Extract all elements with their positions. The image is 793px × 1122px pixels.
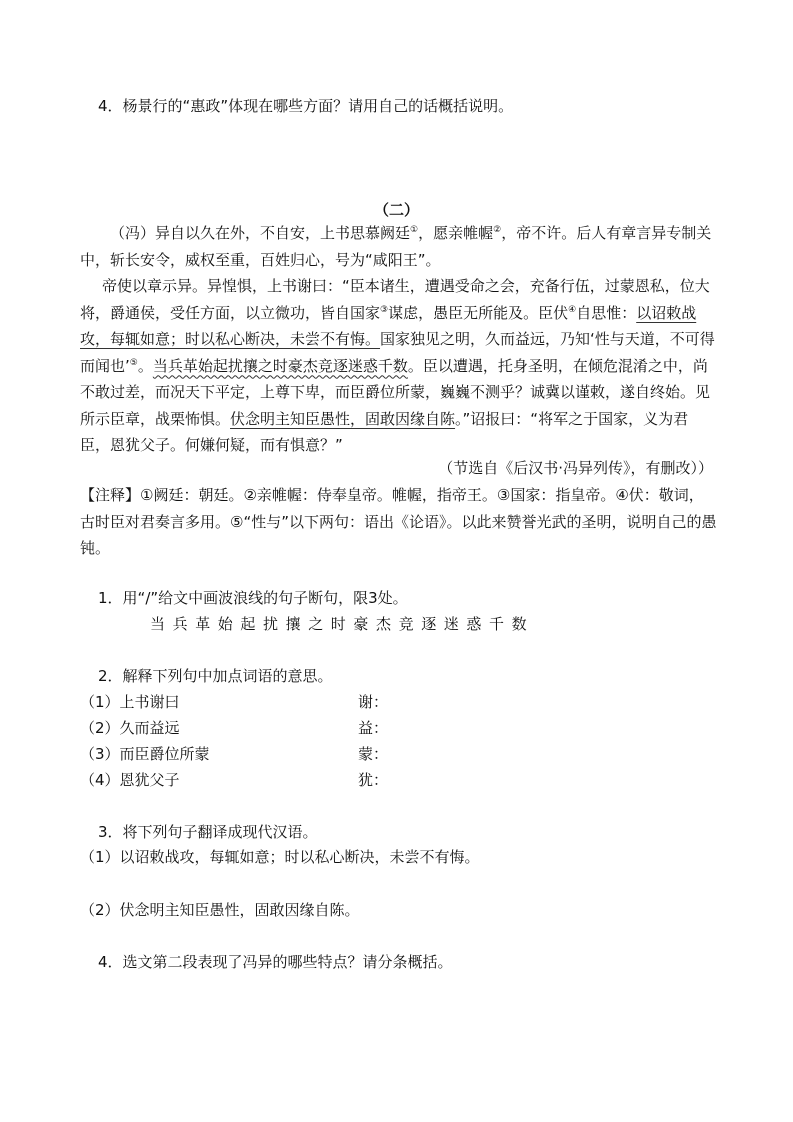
passage-paragraph-2: 帝使以章示异。异惶惧，上书谢曰：“臣本诸生，遭遇受命之会，充备行伍，过蒙恩私，位大将，爵通侯，受任方面，以立微功，皆自国家③谋虑，愚臣无所能及。臣伏④自思惟：以诏敕战攻，每辄如意；时以私心断决，未尝不有悔。国家独见之明，久而益远，乃知‘性与天道，不可得而闻也’⑤。当兵革始起扰攘之时豪杰竞逐迷惑千数。臣以遭遇，托身圣明，在倾危混淆之中，尚不敢过差，而况天下平定，上尊下卑，而臣爵位所蒙，巍巍不测乎？诚冀以谨敕，遂自终始。见所示臣章，战栗怖惧。伏念明主知臣愚性，固敢因缘自陈。”诏报曰：“将军之于国家，义为君臣，恩犹父子。何嫌何疑，而有惧意？”	[80, 277, 715, 454]
q2-item-1: （1）上书谢曰	[80, 693, 180, 711]
q2-item-2: （2）久而益远	[80, 719, 180, 737]
question-3-item-1: （1）以诏敕战攻，每辄如意；时以私心断决，未尝不有悔。	[80, 848, 480, 866]
q2-item-4: （4）恩犹父子	[80, 771, 180, 789]
q2-item-2-answer: 益：	[358, 719, 389, 737]
q2-item-1-answer: 谢：	[358, 693, 389, 711]
underlined-sentence-1: 以诏敕战攻，每辄如意；时以私心断决，未尝不有悔。	[80, 303, 697, 348]
passage-paragraph-1: （冯）异自以久在外，不自安，上书思慕阙廷①，愿亲帷幄②，帝不许。后人有章言异专制关中，斩长安令，威权至重，百姓归心，号为“咸阳王”。	[80, 224, 712, 269]
q2-item-4-answer: 犹：	[358, 771, 389, 789]
underlined-sentence-2: 伏念明主知臣愚性，固敢因缘自陈	[230, 409, 456, 428]
question-1: 1．用“/”给文中画波浪线的句子断句，限3处。	[98, 589, 408, 607]
section-title: （二）	[373, 201, 419, 219]
prev-question-4: 4．杨景行的“惠政”体现在哪些方面？请用自己的话概括说明。	[98, 97, 514, 115]
question-3-item-2: （2）伏念明主知臣愚性，固敢因缘自陈。	[80, 901, 360, 919]
source-citation: （节选自《后汉书·冯异列传》，有删改））	[438, 459, 713, 477]
question-4: 4．选文第二段表现了冯异的哪些特点？请分条概括。	[98, 953, 453, 971]
q2-item-3: （3）而臣爵位所蒙	[80, 745, 210, 763]
question-3: 3．将下列句子翻译成现代汉语。	[98, 823, 318, 841]
notes: 【注释】①阙廷：朝廷。②亲帷幄：侍奉皇帝。帷幄，指帝王。③国家：指皇帝。④伏：敬词，古时臣对君奏言多用。⑤“性与”以下两句：语出《论语》。以此来赞誉光武的圣明，说明自己的愚钝。	[80, 486, 717, 557]
q2-item-3-answer: 蒙：	[358, 745, 389, 763]
question-1-sentence: 当兵革始起扰攘之时豪杰竞逐迷惑千数	[150, 615, 535, 633]
question-2: 2．解释下列句中加点词语的意思。	[98, 667, 333, 685]
wavy-underlined-sentence: 当兵革始起扰攘之时豪杰竞逐迷惑千数	[152, 356, 408, 375]
